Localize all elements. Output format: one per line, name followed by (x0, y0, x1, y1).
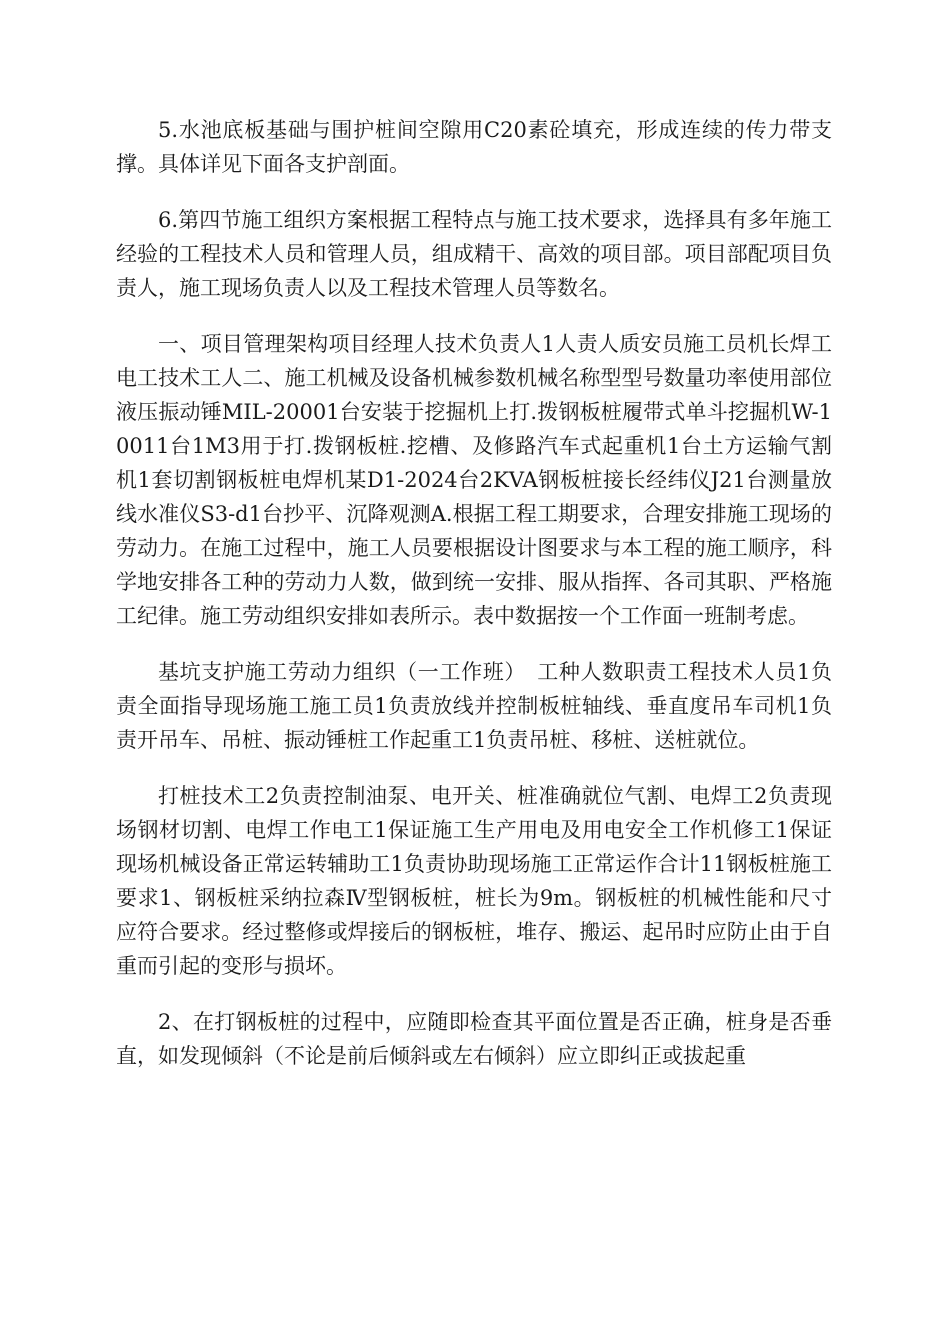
paragraph-pile-driving-inspection: 2、在打钢板桩的过程中，应随即检查其平面位置是否正确，桩身是否垂直，如发现倾斜（不论是前后倾斜或左右倾斜）应立即纠正或拔起重 (116, 1010, 832, 1068)
paragraph-labor-organization: 基坑支护施工劳动力组织（一工作班） 工种人数职责工程技术人员1负责全面指导现场施工施工员1负责放线并控制板桩轴线、垂直度吊车司机1负责开吊车、吊桩、振动锤桩工作起重工1负责吊桩、移桩、送桩就位。 (116, 660, 832, 752)
paragraph-water-tank-backfill: 5.水池底板基础与围护桩间空隙用C20素砼填充，形成连续的传力带支撑。具体详见下面各支护剖面。 (116, 118, 832, 176)
document-body (116, 113, 832, 1095)
paragraph-construction-organization: 6.第四节施工组织方案根据工程特点与施工技术要求，选择具有多年施工经验的工程技术人员和管理人员，组成精干、高效的项目部。项目部配项目负责人，施工现场负责人以及工程技术管理人员等数名。 (116, 208, 832, 300)
paragraph-sheet-pile-requirements: 打桩技术工2负责控制油泵、电开关、桩准确就位气割、电焊工2负责现场钢材切割、电焊工作电工1保证施工生产用电及用电安全工作机修工1保证现场机械设备正常运转辅助工1负责协助现场施工正常运作合计11钢板桩施工要求1、钢板桩采纳拉森Ⅳ型钢板桩，桩长为9m。钢板桩的机械性能和尺寸应符合要求。经过整修或焊接后的钢板桩，堆存、搬运、起吊时应防止由于自重而引起的变形与损坏。 (116, 784, 832, 978)
paragraph-project-management-and-machinery: 一、项目管理架构项目经理人技术负责人1人责人质安员施工员机长焊工电工技术工人二、施工机械及设备机械参数机械名称型型号数量功率使用部位液压振动锤MIL-20001台安装于挖掘机上打.拨钢板桩履带式单斗挖掘机W-10011台1M3用于打.拨钢板桩.挖槽、及修路汽车式起重机1台土方运输气割机1套切割钢板桩电焊机某D1-2024台2KVA钢板桩接长经纬仪J21台测量放线水准仪S3-d1台抄平、沉降观测A.根据工程工期要求，合理安排施工现场的劳动力。在施工过程中，施工人员要根据设计图要求与本工程的施工顺序，科学地安排各工种的劳动力人数，做到统一安排、服从指挥、各司其职、严格施工纪律。施工劳动组织安排如表所示。表中数据按一个工作面一班制考虑。 (116, 332, 832, 628)
